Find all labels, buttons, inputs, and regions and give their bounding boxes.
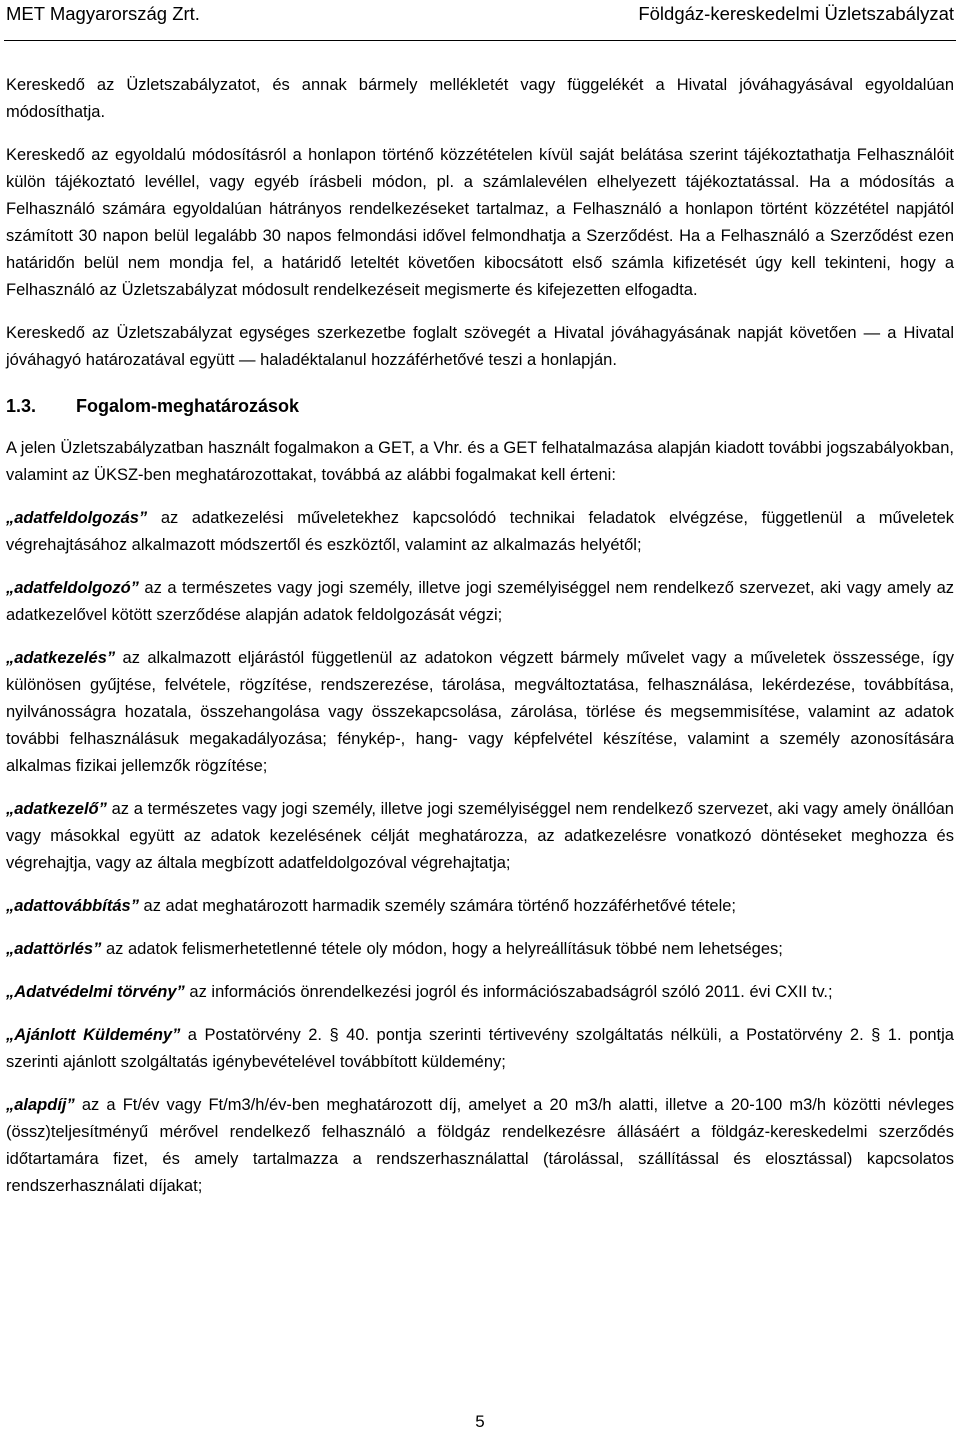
definition-text: az a természetes vagy jogi személy, illetve jogi személyiséggel nem rendelkező szervezet, aki vagy amely önállóan vagy másokkal együtt az adatok kezelésének célját meghatározza, az adatkezelésre vonatkozó döntéseket meghozza és végrehajtja, vagy az általa megbízott adatfeldolgozóval végrehajtatja; — [6, 800, 954, 872]
definition-item — [6, 796, 954, 877]
definition-term: „adattörlés” — [6, 940, 102, 958]
definition-term: „adatfeldolgozó” — [6, 579, 139, 597]
definition-term: „alapdíj” — [6, 1096, 75, 1114]
definition-item — [6, 1022, 954, 1076]
header-company: MET Magyarország Zrt. — [6, 3, 200, 24]
definition-term: „adatfeldolgozás” — [6, 509, 148, 527]
definition-text: az a természetes vagy jogi személy, illetve jogi személyiséggel nem rendelkező szervezet, aki vagy amely az adatkezelővel kötött szerződése alapján adatok feldolgozását végzi; — [6, 579, 954, 624]
section-intro: A jelen Üzletszabályzatban használt fogalmakon a GET, a Vhr. és a GET felhatalmazása alapján kiadott további jogszabályokban, valamint az ÜKSZ-ben meghatározottakat, továbbá az alábbi fogalmakat kell érteni: — [6, 439, 954, 484]
section-number: 1.3. — [6, 396, 37, 416]
definition-text: az adatkezelési műveletekhez kapcsolódó technikai feladatok elvégzése, függetlenül a műveletek végrehajtásához alkalmazott módszertől és eszköztől, valamint az alkalmazás helyétől; — [6, 509, 954, 554]
definition-term: „Ajánlott Küldemény” — [6, 1026, 181, 1044]
section-heading — [6, 393, 954, 419]
definition-term: „adatkezelő” — [6, 800, 107, 818]
header-rule — [4, 40, 956, 41]
page-header — [6, 2, 954, 36]
paragraph-notification: Kereskedő az egyoldalú módosításról a honlapon történő közzétételen kívül saját belátása szerint tájékoztathatja Felhasználóit külön tájékoztató levéllel, vagy egyéb írásbeli módon, pl. a számlalevélen elhelyezett tájékoztatással. Ha a módosítás a Felhasználó számára egyoldalúan hátrányos rendelkezéseket tartalmaz, a Felhasználó a honlapon történt közzététel napjától számított 30 napon belül legalább 30 napos felmondási idővel felmondhatja a Szerződést. Ha a Felhasználó a Szerződést ezen határidőn belül nem mondja fel, a határidő leteltét követően kibocsátott első számla kifizetését úgy kell tekinteni, hogy a Felhasználó az Üzletszabályzat módosult rendelkezéseit megismerte és kifejezetten elfogadta. — [6, 146, 954, 299]
definition-text: a Postatörvény 2. § 40. pontja szerinti tértivevény szolgáltatás nélküli, a Postatörvény 2. § 1. pontja szerinti ajánlott szolgáltatás igénybevételével továbbított küldemény; — [6, 1026, 954, 1071]
section-title: Fogalom-meghatározások — [76, 396, 300, 416]
definition-term: „adattovábbítás” — [6, 897, 139, 915]
definition-text: az adatok felismerhetetlenné tétele oly módon, hogy a helyreállításuk többé nem lehetséges; — [101, 940, 783, 958]
definition-item — [6, 936, 954, 963]
definition-item — [6, 1092, 954, 1200]
definition-term: „Adatvédelmi törvény” — [6, 983, 185, 1001]
definition-term: „adatkezelés” — [6, 649, 116, 667]
paragraph-amendment: Kereskedő az Üzletszabályzatot, és annak bármely mellékletét vagy függelékét a Hivatal jóváhagyásával egyoldalúan módosíthatja. — [6, 76, 954, 121]
definition-item — [6, 645, 954, 780]
definition-item — [6, 575, 954, 629]
header-document-title: Földgáz-kereskedelmi Üzletszabályzat — [638, 3, 954, 24]
definition-text: az információs önrendelkezési jogról és információszabadságról szóló 2011. évi CXII tv.; — [184, 983, 833, 1001]
definition-text: az a Ft/év vagy Ft/m3/h/év-ben meghatározott díj, amelyet a 20 m3/h alatti, illetve a 20-100 m3/h közötti névleges (össz)teljesítményű mérővel rendelkező felhasználó a földgáz rendelkezésre állásáért a földgáz-kereskedelmi szerződés időtartamára fizet, és amely tartalmazza a rendszerhasználattal (tárolással, szállítással és elosztással) kapcsolatos rendszerhasználati díjakat; — [6, 1096, 954, 1195]
page-number: 5 — [475, 1412, 485, 1431]
definition-item — [6, 505, 954, 559]
definition-text: az adat meghatározott harmadik személy számára történő hozzáférhetővé tétele; — [138, 897, 737, 915]
definition-text: az alkalmazott eljárástól függetlenül az adatokon végzett bármely művelet vagy a műveletek összessége, így különösen gyűjtése, felvétele, rögzítése, rendszerezése, tárolása, megváltoztatása, felhasználása, lekérdezése, továbbítása, nyilvánosságra hozatala, összehangolása vagy összekapcsolása, zárolása, törlése és megsemmisítése, valamint az adatok további felhasználásuk megakadályozása; fénykép-, hang- vagy képfelvétel készítése, valamint a személy azonosítására alkalmas fizikai jellemzők rögzítése; — [6, 649, 954, 775]
paragraph-publication: Kereskedő az Üzletszabályzat egységes szerkezetbe foglalt szövegét a Hivatal jóváhagyásának napját követően ― a Hivatal jóváhagyó határozatával együtt ― haladéktalanul hozzáférhetővé teszi a honlapján. — [6, 324, 954, 369]
definition-item — [6, 979, 954, 1006]
document-body — [6, 72, 954, 1216]
definition-item — [6, 893, 954, 920]
